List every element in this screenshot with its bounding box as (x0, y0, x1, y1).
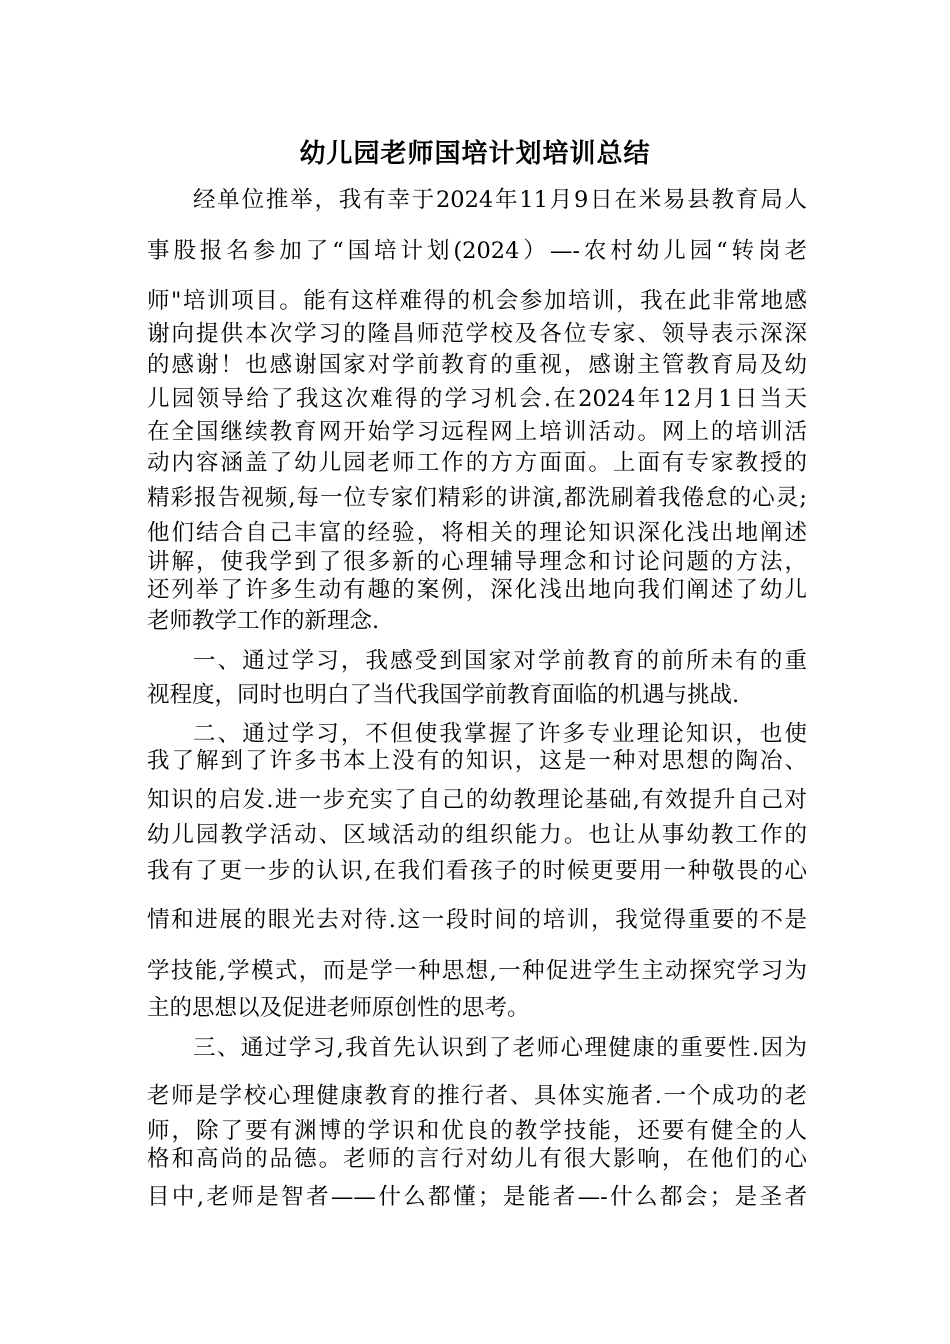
text-line: 格和高尚的品德。老师的言行对幼儿有很大影响，在他们的心 (147, 1146, 807, 1172)
text-line: 儿园领导给了我这次难得的学习机会.在2024年12月1日当天 (147, 386, 807, 412)
text-line: 老师是学校心理健康教育的推行者、具体实施者.一个成功的老 (147, 1083, 807, 1109)
text-line: 二、通过学习，不但使我掌握了许多专业理论知识，也使 (193, 721, 807, 747)
text-line: 我有了更一步的认识,在我们看孩子的时候更要用一种敬畏的心 (147, 858, 807, 884)
text-line: 他们结合自己丰富的经验，将相关的理论知识深化浅出地阐述 (147, 520, 807, 546)
text-line: 幼儿园教学活动、区域活动的组织能力。也让从事幼教工作的 (147, 822, 807, 848)
text-line: 目中,老师是智者——什么都懂；是能者—-什么都会；是圣者 (147, 1184, 807, 1210)
text-line: 我了解到了许多书本上没有的知识，这是一种对思想的陶冶、 (147, 748, 807, 774)
text-line: 动内容涵盖了幼儿园老师工作的方方面面。上面有专家教授的 (147, 450, 807, 476)
text-line: 情和进展的眼光去对待.这一段时间的培训，我觉得重要的不是 (147, 907, 807, 933)
text-line: 讲解，使我学到了很多新的心理辅导理念和讨论问题的方法， (147, 549, 807, 575)
text-line: 三、通过学习,我首先认识到了老师心理健康的重要性.因为 (193, 1035, 807, 1061)
text-line: 老师教学工作的新理念. (147, 608, 380, 634)
text-line: 一、通过学习，我感受到国家对学前教育的前所未有的重 (193, 648, 807, 674)
text-line: 师"培训项目。能有这样难得的机会参加培训，我在此非常地感 (147, 288, 807, 314)
text-line: 师，除了要有渊博的学识和优良的教学技能，还要有健全的人 (147, 1118, 807, 1144)
text-line: 事股报名参加了“国培计划(2024）—-农村幼儿园“转岗老 (147, 238, 807, 264)
text-line: 在全国继续教育网开始学习远程网上培训活动。网上的培训活 (147, 419, 807, 445)
text-line: 还列举了许多生动有趣的案例，深化浅出地向我们阐述了幼儿 (147, 577, 807, 603)
text-line: 视程度，同时也明白了当代我国学前教育面临的机遇与挑战. (147, 682, 740, 708)
text-line: 知识的启发.进一步充实了自己的幼教理论基础,有效提升自己对 (147, 787, 807, 813)
text-line: 经单位推举，我有幸于2024年11月9日在米易县教育局人 (193, 187, 807, 213)
text-line: 的感谢！也感谢国家对学前教育的重视，感谢主管教育局及幼 (147, 352, 807, 378)
text-line: 精彩报告视频,每一位专家们精彩的讲演,都洗刷着我倦怠的心灵; (147, 485, 807, 511)
text-line: 谢向提供本次学习的隆昌师范学校及各位专家、领导表示深深 (147, 321, 807, 347)
text-line: 学技能,学模式，而是学一种思想,一种促进学生主动探究学习为 (147, 958, 807, 984)
document-title: 幼儿园老师国培计划培训总结 (299, 139, 651, 169)
text-line: 主的思想以及促进老师原创性的思考。 (147, 995, 530, 1021)
